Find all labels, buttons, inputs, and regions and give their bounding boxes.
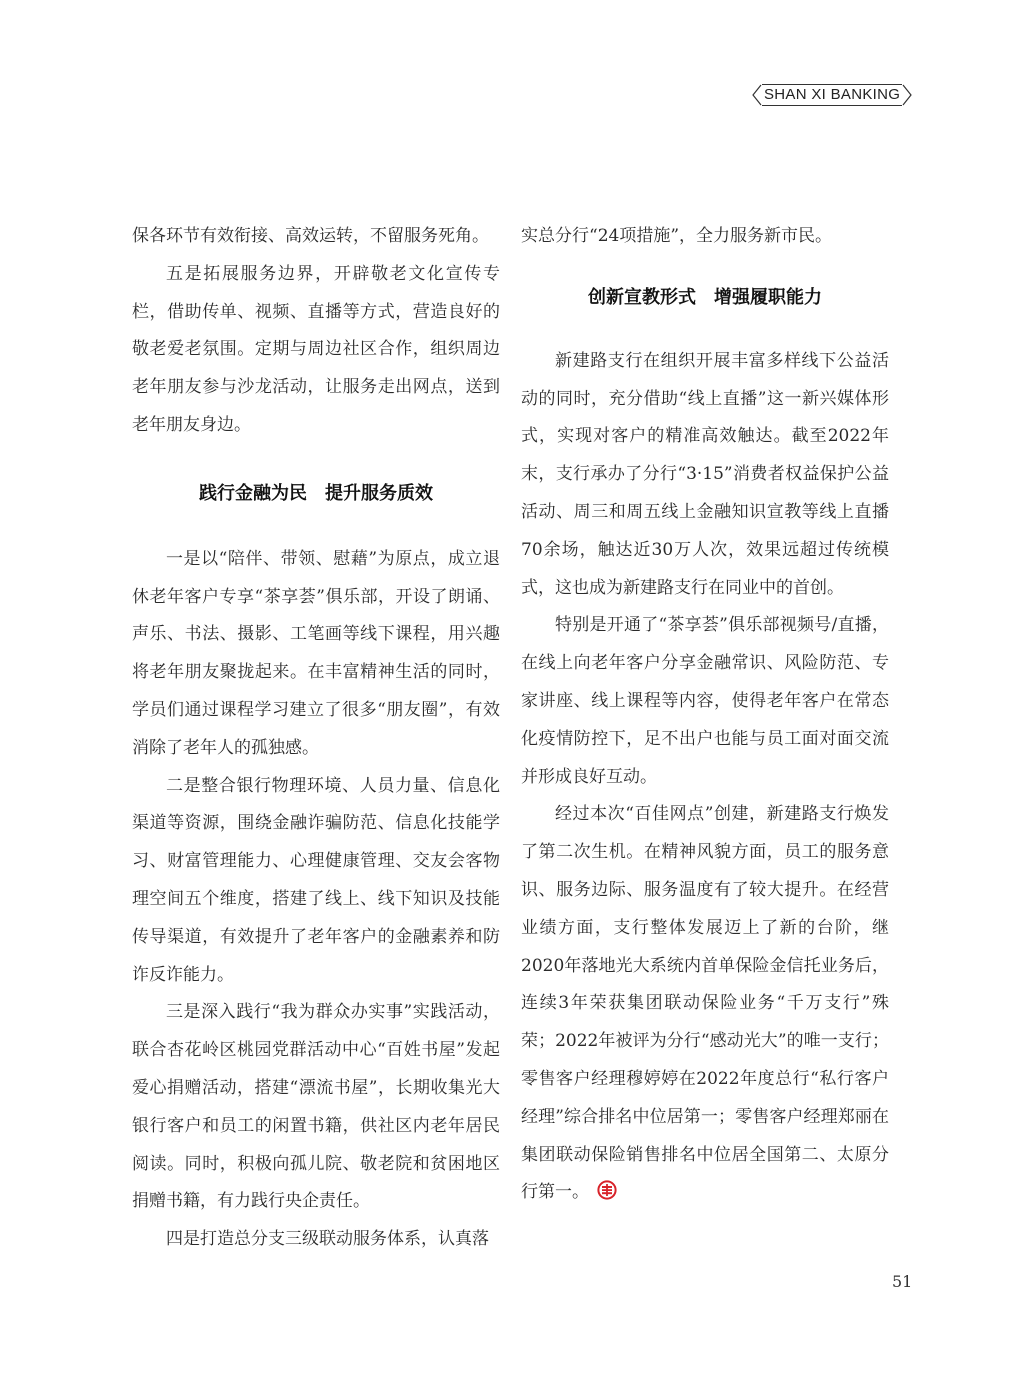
section-heading: 创新宣教形式 增强履职能力: [588, 286, 822, 308]
page-number: 51: [892, 1272, 913, 1291]
right-column: [521, 218, 889, 1212]
paragraph-four: 四是打造总分支三级联动服务体系，认真落: [166, 1229, 489, 1250]
paragraph-b: 特别是开通了“茶享荟”俱乐部视频号/直播，在线上向老年客户分享金融常识、风险防范、专家讲座、线上课程等内容，使得老年客户在常态化疫情防控下，足不出户也能与员工面对面交流并形成良好互动。: [521, 615, 889, 787]
paragraph-c-text: 经过本次“百佳网点”创建，新建路支行焕发了第二次生机。在精神风貌方面，员工的服务意识、服务边际、服务温度有了较大提升。在经营业绩方面，支行整体发展迈上了新的台阶，继2020年落地光大系统内首单保险金信托业务后，连续3年荣获集团联动保险业务“千万支行”殊荣；2022年被评为分行“感动光大”的唯一支行；零售客户经理穆婷婷在2022年度总行“私行客户经理”综合排名中位居第一；零售客户经理郑丽在集团联动保险销售排名中位居全国第二、太原分行第一。: [521, 804, 889, 1203]
paragraph-one: 一是以“陪伴、带领、慰藉”为原点，成立退休老年客户专享“茶享荟”俱乐部，开设了朗诵、声乐、书法、摄影、工笔画等线下课程，用兴趣将老年朋友聚拢起来。在丰富精神生活的同时，学员们通过课程学习建立了很多“朋友圈”，有效消除了老年人的孤独感。: [132, 548, 500, 758]
section-label: SHAN XI BANKING: [762, 84, 902, 106]
paragraph-five: 五是拓展服务边界，开辟敬老文化宣传专栏，借助传单、视频、直播等方式，营造良好的敬老爱老氛围。定期与周边社区合作，组织周边老年朋友参与沙龙活动，让服务走出网点，送到老年朋友身边。: [132, 263, 500, 435]
paragraph-three: 三是深入践行“我为群众办实事”实践活动，联合杏花岭区桃园党群活动中心“百姓书屋”发起爱心捐赠活动，搭建“漂流书屋”，长期收集光大银行客户和员工的闲置书籍，供社区内老年居民阅读。同时，积极向孤儿院、敬老院和贫困地区捐赠书籍，有力践行央企责任。: [132, 1002, 500, 1212]
section-header-tag: [750, 84, 914, 106]
magazine-logo-icon: [597, 1180, 617, 1200]
left-column: [132, 218, 500, 1259]
right-bracket-icon: [902, 84, 914, 106]
paragraph-a: 新建路支行在组织开展丰富多样线下公益活动的同时，充分借助“线上直播”这一新兴媒体形式，实现对客户的精准高效触达。截至2022年末，支行承办了分行“3·15”消费者权益保护公益活动、周三和周五线上金融知识宣教等线上直播70余场，触达近30万人次，效果远超过传统模式，这也成为新建路支行在同业中的首创。: [521, 350, 889, 598]
paragraph-c: [521, 796, 889, 1212]
paragraph-two: 二是整合银行物理环境、人员力量、信息化渠道等资源，围绕金融诈骗防范、信息化技能学习、财富管理能力、心理健康管理、交友会客物理空间五个维度，搭建了线上、线下知识及技能传导渠道，有效提升了老年客户的金融素养和防诈反诈能力。: [132, 775, 500, 985]
left-bracket-icon: [750, 84, 762, 106]
paragraph-continued: 保各环节有效衔接、高效运转，不留服务死角。: [132, 226, 489, 246]
section-heading: 践行金融为民 提升服务质效: [199, 482, 433, 504]
paragraph-continued: 实总分行“24项措施”，全力服务新市民。: [521, 226, 833, 246]
